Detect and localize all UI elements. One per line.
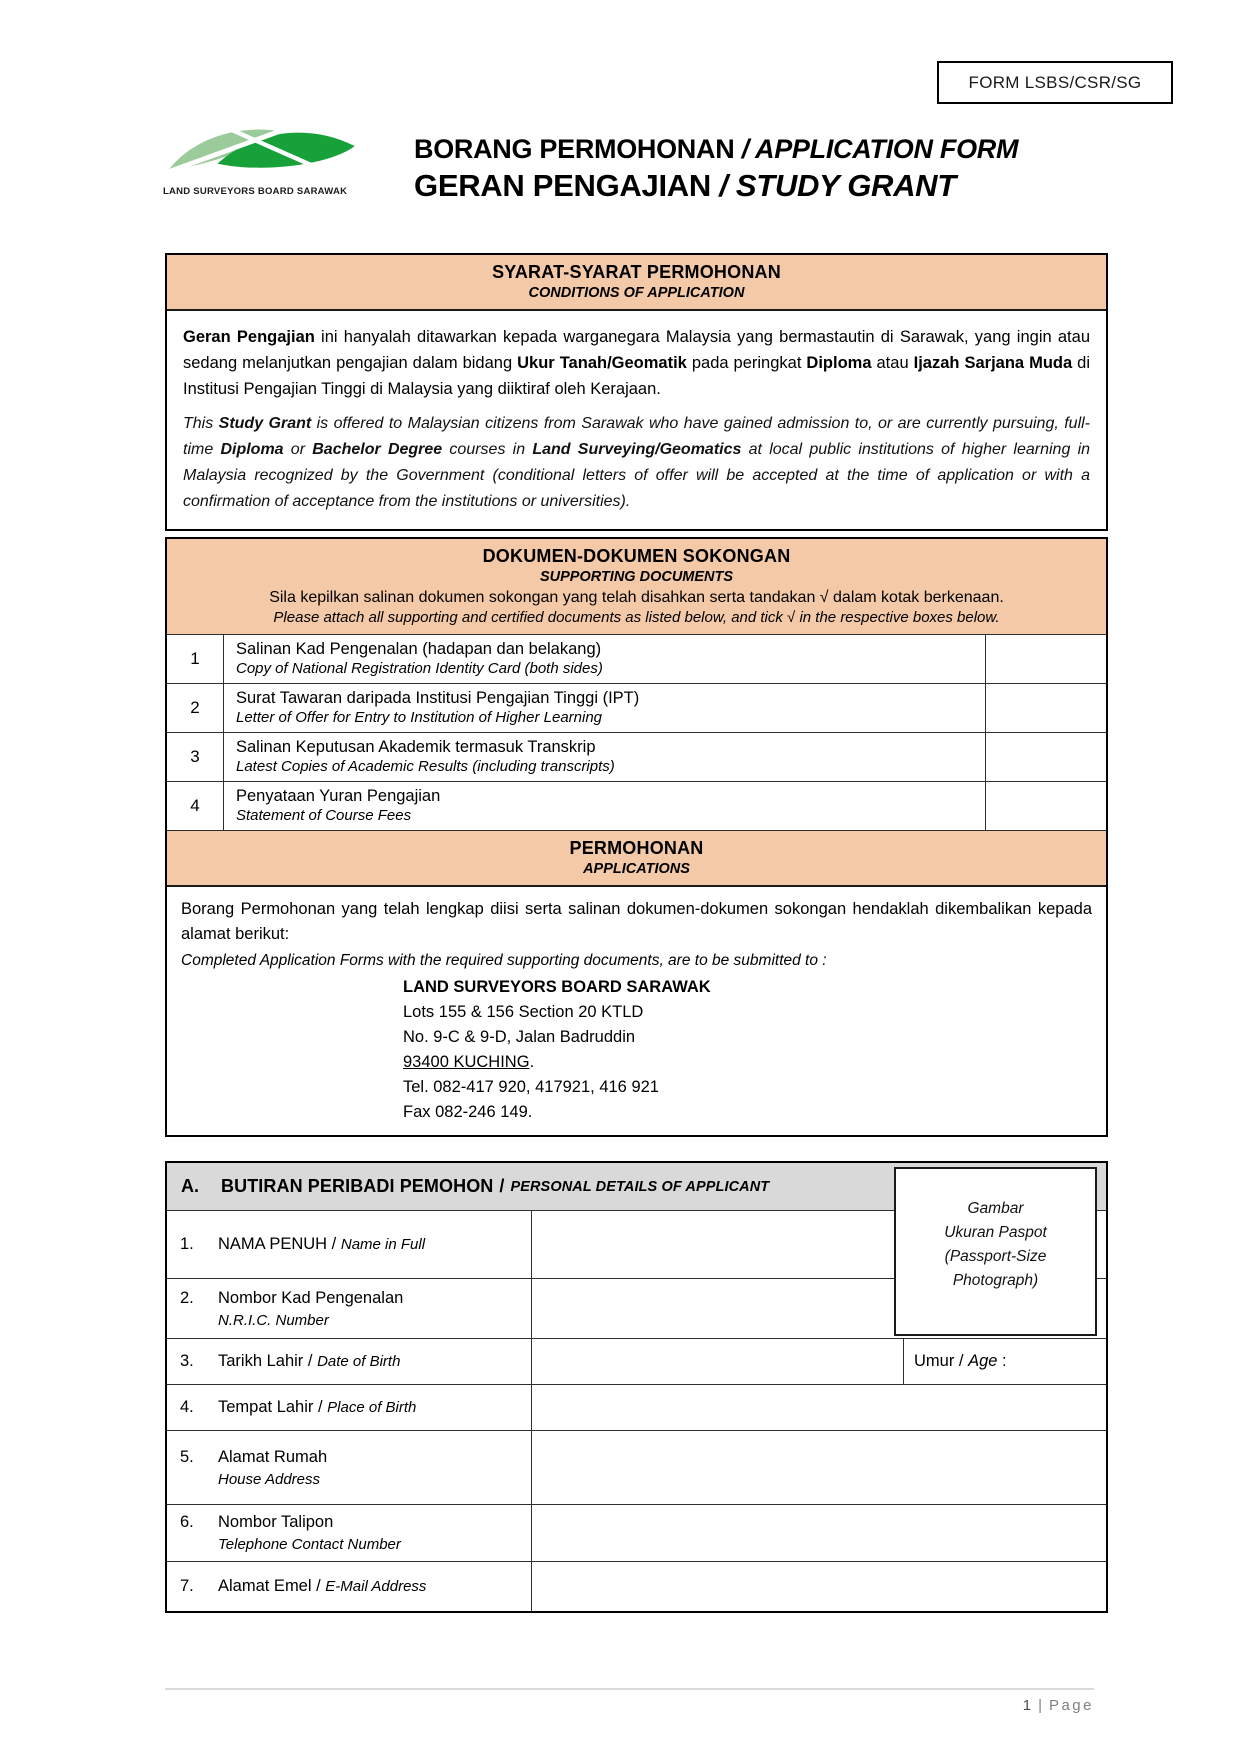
address-telephone: Tel. 082-417 920, 417921, 416 921	[403, 1078, 659, 1097]
document-number: 2	[167, 684, 224, 732]
age-label: Umur / Age :	[914, 1352, 1007, 1371]
applications-body	[167, 887, 1106, 1136]
section-a-label: A.	[181, 1176, 199, 1197]
field-label-english: Name in Full	[340, 1236, 426, 1254]
supporting-documents-section	[165, 537, 1108, 1138]
document-title-malay: Salinan Keputusan Akademik termasuk Transkrip	[236, 737, 596, 756]
field-row-house-address	[167, 1430, 1106, 1504]
pob-input-cell[interactable]	[532, 1385, 1106, 1430]
document-title-english: Statement of Course Fees	[236, 806, 412, 824]
applications-heading-malay: PERMOHONAN	[569, 837, 704, 858]
field-label-english: E-Mail Address	[325, 1578, 427, 1596]
field-number: 2.	[180, 1288, 194, 1307]
documents-heading-english: SUPPORTING DOCUMENTS	[539, 568, 734, 585]
applications-heading-english: APPLICATIONS	[583, 860, 690, 877]
documents-heading-malay: DOKUMEN-DOKUMEN SOKONGAN	[482, 545, 791, 566]
conditions-body	[167, 311, 1106, 529]
page-footer	[165, 1688, 1094, 1715]
field-label-malay: Tempat Lahir /	[218, 1398, 323, 1417]
logo-caption: LAND SURVEYORS BOARD SARAWAK	[163, 186, 348, 197]
field-label-english: Telephone Contact Number	[218, 1536, 401, 1554]
page-label: Page	[1048, 1697, 1094, 1714]
field-number: 3.	[180, 1352, 194, 1371]
field-label-malay: Nombor Kad Pengenalan	[218, 1288, 404, 1307]
form-code-text: FORM LSBS/CSR/SG	[968, 72, 1142, 92]
document-title-malay: Salinan Kad Pengenalan (hadapan dan belakang)	[236, 639, 602, 658]
documents-note-english: Please attach all supporting and certified documents as listed below, and tick √ in the respective boxes below.	[273, 608, 1000, 626]
field-label-english: House Address	[218, 1470, 320, 1488]
section-a-heading-separator: /	[499, 1176, 505, 1197]
field-label-english: Date of Birth	[317, 1353, 401, 1371]
tick-box-cell-2[interactable]	[985, 684, 1106, 732]
field-row-email	[167, 1561, 1106, 1611]
page-number-separator: |	[1038, 1697, 1045, 1714]
conditions-section	[165, 253, 1108, 531]
field-number: 4.	[180, 1398, 194, 1417]
photo-box-line: (Passport-Size	[944, 1248, 1047, 1266]
document-row-3	[167, 732, 1106, 781]
document-number: 3	[167, 733, 224, 781]
address-line: No. 9-C & 9-D, Jalan Badruddin	[403, 1028, 636, 1047]
document-row-4	[167, 781, 1106, 830]
field-row-pob	[167, 1384, 1106, 1430]
conditions-heading-english: CONDITIONS OF APPLICATION	[528, 285, 745, 301]
title-line-1: BORANG PERMOHONAN / APPLICATION FORM	[414, 134, 1019, 164]
form-content	[165, 253, 1108, 1613]
document-row-2	[167, 683, 1106, 732]
personal-details-section	[165, 1161, 1108, 1613]
applications-header	[167, 830, 1106, 887]
conditions-heading-malay: SYARAT-SYARAT PERMOHONAN	[492, 262, 781, 282]
document-title-english: Letter of Offer for Entry to Institution of Higher Learning	[236, 708, 603, 726]
form-title	[414, 133, 1018, 206]
address-line: Lots 155 & 156 Section 20 KTLD	[403, 1003, 644, 1022]
field-label-malay: NAMA PENUH /	[218, 1235, 337, 1254]
field-number: 1.	[180, 1235, 194, 1254]
field-number: 6.	[180, 1513, 194, 1532]
page-number: 1	[1022, 1697, 1034, 1714]
document-number: 4	[167, 782, 224, 830]
document-title-english: Latest Copies of Academic Results (including transcripts)	[236, 757, 615, 775]
logo	[163, 122, 359, 197]
address-fax: Fax 082-246 149.	[403, 1103, 533, 1122]
section-a-heading-malay: BUTIRAN PERIBADI PEMOHON	[221, 1176, 494, 1197]
address-organisation: LAND SURVEYORS BOARD SARAWAK	[403, 977, 711, 996]
document-number: 1	[167, 635, 224, 683]
field-label-malay: Tarikh Lahir /	[218, 1352, 313, 1371]
tick-box-cell-4[interactable]	[985, 782, 1106, 830]
section-a-heading-english: PERSONAL DETAILS OF APPLICANT	[510, 1178, 770, 1195]
photo-box-line: Photograph)	[952, 1272, 1039, 1290]
tick-box-cell-1[interactable]	[985, 635, 1106, 683]
applications-paragraph-english: Completed Application Forms with the required supporting documents, are to be submitted to :	[181, 951, 827, 969]
applications-paragraph-malay: Borang Permohonan yang telah lengkap diisi serta salinan dokumen-dokumen sokongan hendaklah dikembalikan kepada alamat berikut:	[181, 899, 1092, 944]
age-input-cell[interactable]	[903, 1339, 1106, 1384]
document-title-english: Copy of National Registration Identity Card (both sides)	[236, 659, 603, 677]
title-line-2: GERAN PENGAJIAN / STUDY GRANT	[414, 167, 956, 203]
field-row-telephone	[167, 1504, 1106, 1561]
field-label-english: N.R.I.C. Number	[218, 1311, 329, 1329]
conditions-paragraph-english: This Study Grant is offered to Malaysian citizens from Sarawak who have gained admission to, or are currently pursuing, full-time Diploma or Bachelor Degree courses in Land Surveying/Geomatics at local public institutions of higher learning in Malaysia recognized by the Government (conditional letters of offer will be accepted at the time of application or with a confirmation of acceptance from the institutions or universities).	[183, 415, 1091, 510]
field-label-english: Place of Birth	[327, 1399, 417, 1417]
field-label-malay: Alamat Emel /	[218, 1577, 321, 1596]
documents-note-malay: Sila kepilkan salinan dokumen sokongan yang telah disahkan serta tandakan √ dalam kotak berkenaan.	[269, 588, 1004, 606]
email-input-cell[interactable]	[532, 1562, 1106, 1611]
conditions-header	[167, 255, 1106, 311]
field-number: 5.	[180, 1447, 194, 1466]
document-title-malay: Penyataan Yuran Pengajian	[236, 786, 441, 805]
photo-box-line: Gambar	[967, 1200, 1024, 1218]
field-label-malay: Alamat Rumah	[218, 1447, 328, 1466]
field-label-malay: Nombor Talipon	[218, 1513, 334, 1532]
tick-box-cell-3[interactable]	[985, 733, 1106, 781]
document-row-1	[167, 634, 1106, 683]
passport-photo-box	[894, 1167, 1097, 1336]
photo-box-line: Ukuran Paspot	[944, 1224, 1047, 1242]
field-number: 7.	[180, 1577, 194, 1596]
telephone-input-cell[interactable]	[532, 1505, 1106, 1561]
documents-header	[167, 539, 1106, 634]
document-title-malay: Surat Tawaran daripada Institusi Pengajian Tinggi (IPT)	[236, 688, 640, 707]
house-address-input-cell[interactable]	[532, 1431, 1106, 1504]
field-row-dob	[167, 1338, 1106, 1384]
logo-image	[163, 122, 359, 180]
form-code-box	[937, 61, 1173, 104]
dob-input-cell[interactable]	[532, 1339, 903, 1384]
submission-address	[403, 975, 1092, 1125]
address-line: 93400 KUCHING.	[403, 1053, 535, 1072]
conditions-paragraph-malay: Geran Pengajian ini hanyalah ditawarkan kepada warganegara Malaysia yang bermastautin di Sarawak, yang ingin atau sedang melanjutkan pengajian dalam bidang Ukur Tanah/Geomatik pada peringkat Diploma atau Ijazah Sarjana Muda di Institusi Pengajian Tinggi di Malaysia yang diiktiraf oleh Kerajaan.	[183, 328, 1090, 399]
